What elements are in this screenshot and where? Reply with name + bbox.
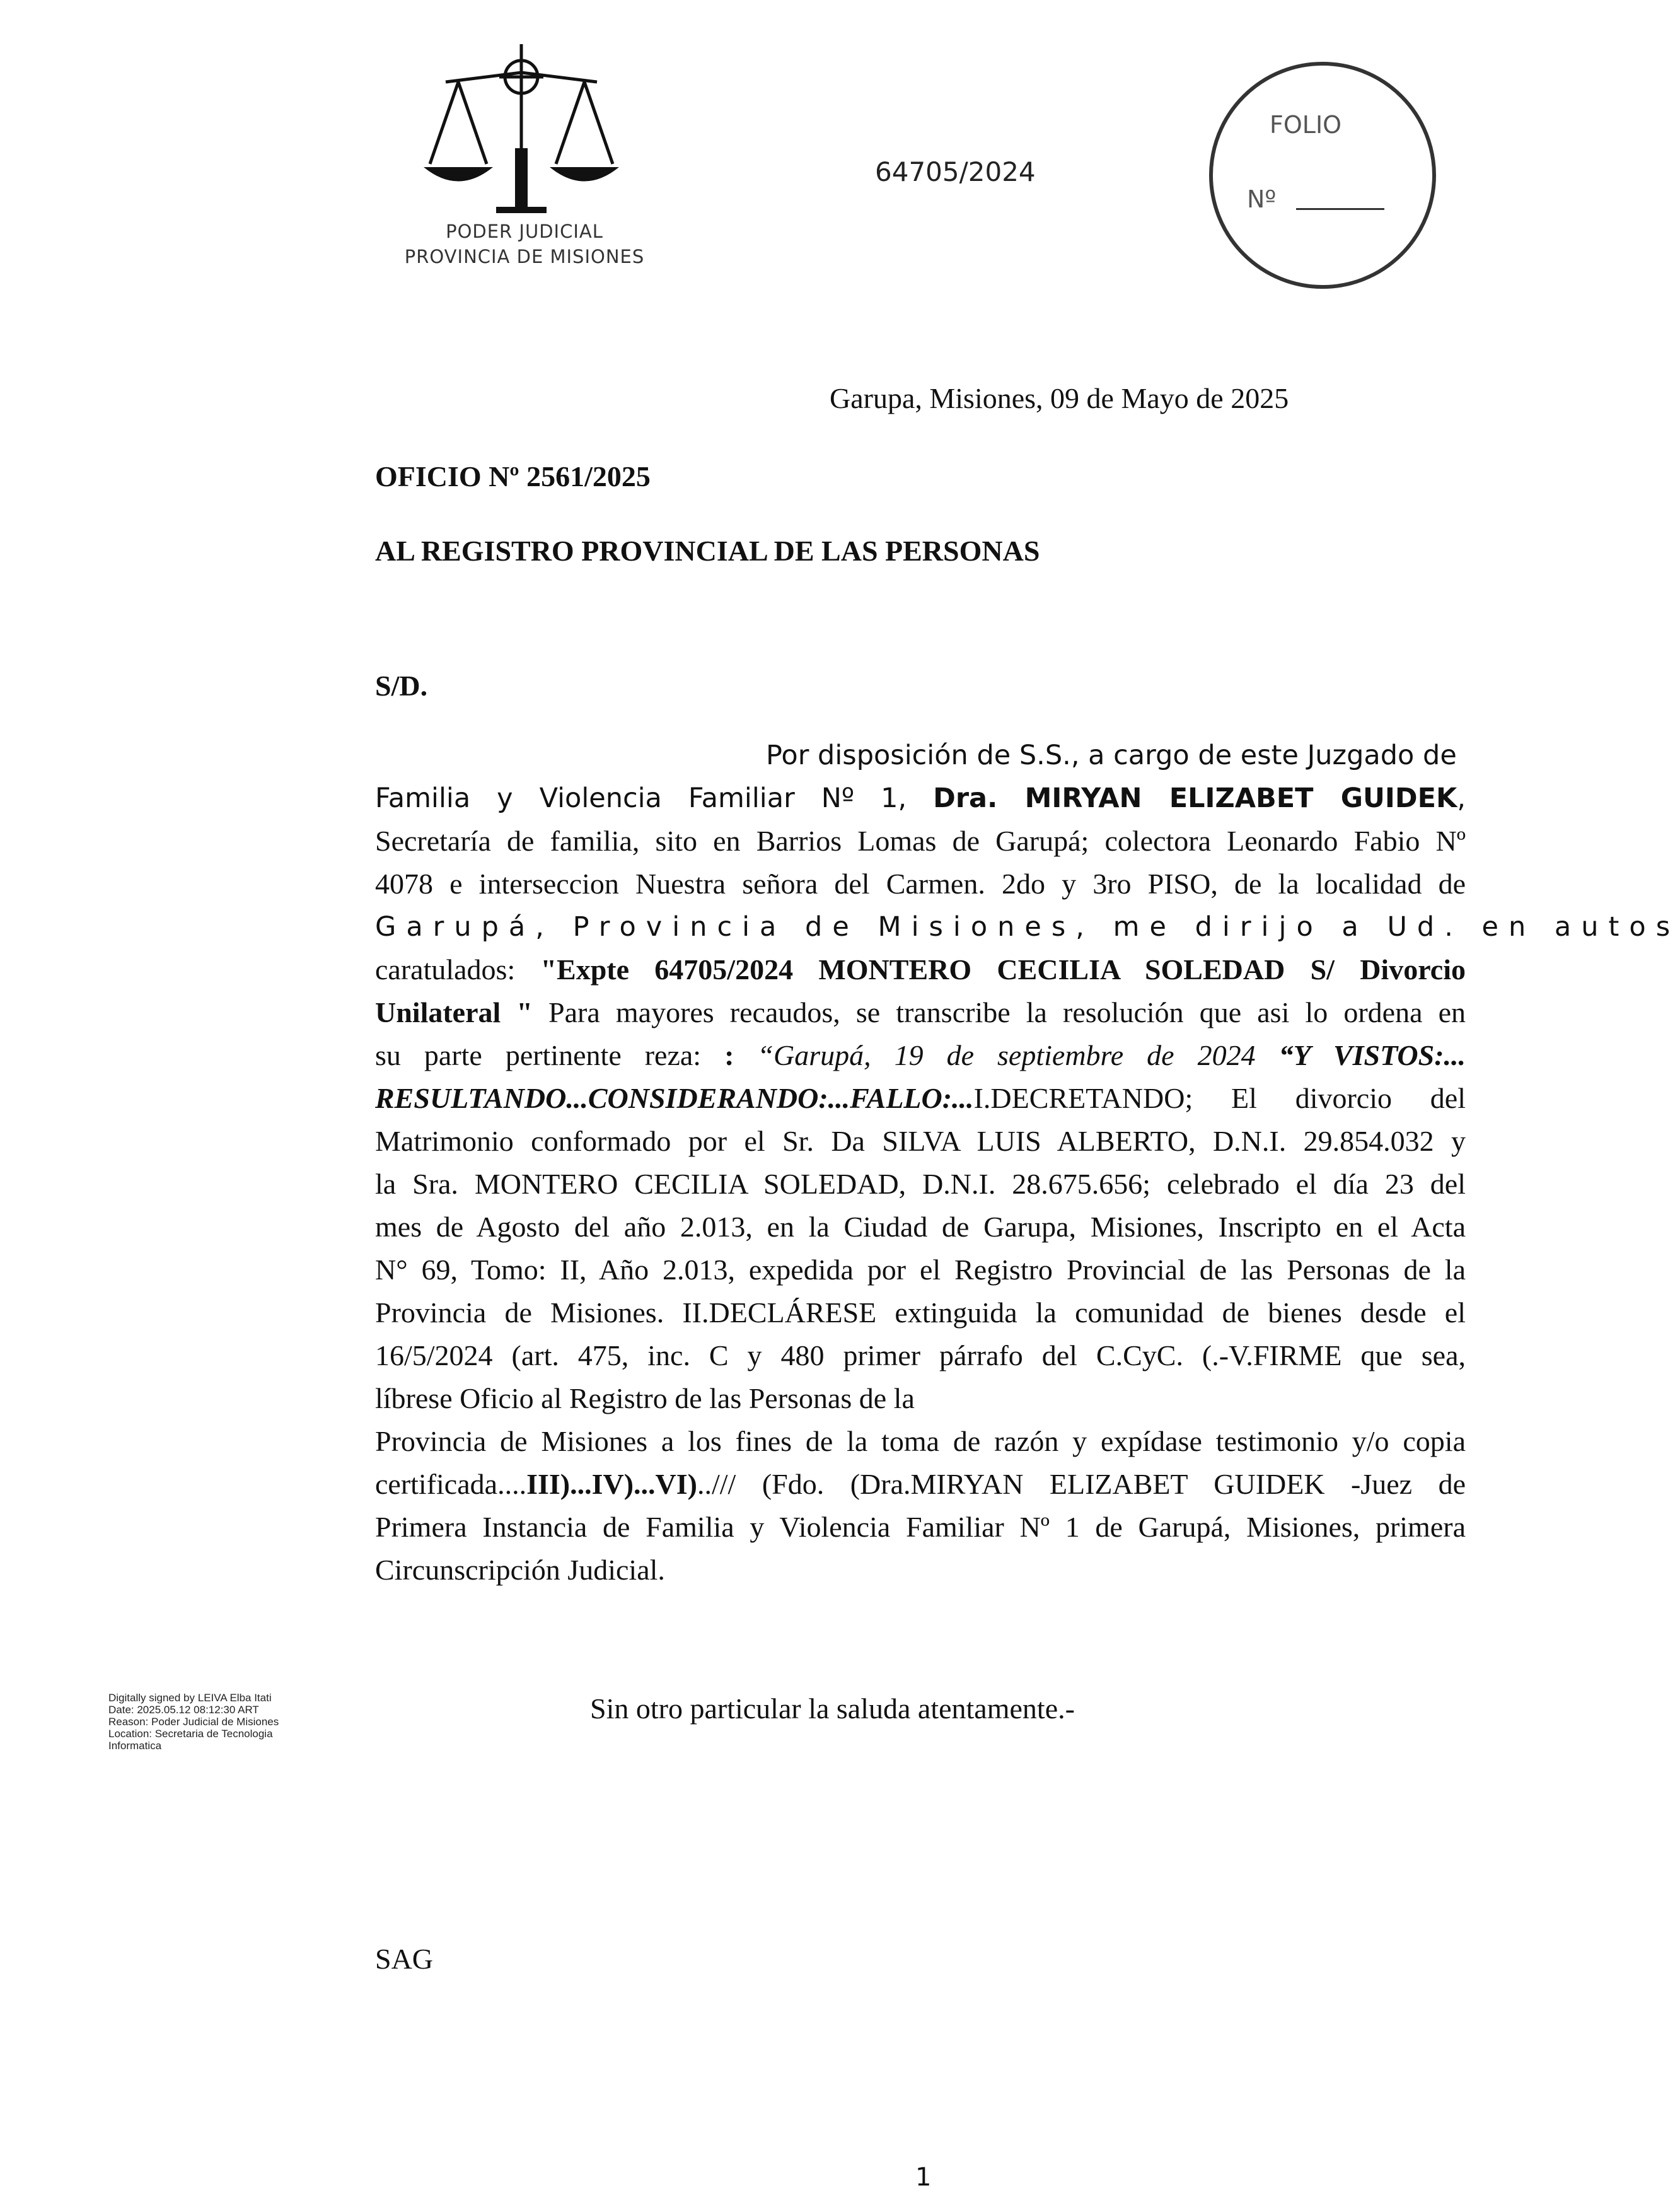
logo-line-2: PROVINCIA DE MISIONES — [404, 246, 645, 267]
body-line: Secretaría de familia, sito en Barrios Lomas de Garupá; colectora Leonardo Fabio Nº — [375, 825, 1466, 857]
body-line: 4078 e interseccion Nuestra señora del Carmen. 2do y 3ro PISO, de la localidad de — [375, 868, 1466, 900]
initials: SAG — [375, 1943, 434, 1975]
signature-line: Location: Secretaria de Tecnologia — [108, 1728, 273, 1740]
folio-stamp — [1209, 62, 1436, 289]
sd-heading: S/D. — [375, 670, 428, 702]
body-line: Garupá, Provincia de Misiones, me dirijo a Ud. en autos — [375, 911, 1680, 943]
case-title: "Expte 64705/2024 MONTERO CECILIA SOLEDAD S/ Divorcio — [540, 953, 1466, 986]
body-line: Circunscripción Judicial. — [375, 1554, 665, 1586]
body-line: N° 69, Tomo: II, Año 2.013, expedida por el Registro Provincial de las Personas de la — [375, 1254, 1466, 1286]
body-line: su parte pertinente reza: : “Garupá, 19 de septiembre de 2024 “Y VISTOS:... — [375, 1039, 1466, 1071]
folio-number-line — [1296, 208, 1384, 210]
body-line: Unilateral " Para mayores recaudos, se transcribe la resolución que asi lo ordena en — [375, 996, 1466, 1028]
body-line: Provincia de Misiones a los fines de la toma de razón y expídase testimonio y/o copia — [375, 1425, 1466, 1457]
body-line: 16/5/2024 (art. 475, inc. C y 480 primer párrafo del C.CyC. (.-V.FIRME que sea, — [375, 1339, 1466, 1371]
body-line: certificada....III)...IV)...VI)../// (Fdo. (Dra.MIRYAN ELIZABET GUIDEK -Juez de — [375, 1468, 1466, 1500]
body-line: mes de Agosto del año 2.013, en la Ciudad de Garupa, Misiones, Inscripto en el Acta — [375, 1211, 1466, 1243]
recipient: AL REGISTRO PROVINCIAL DE LAS PERSONAS — [375, 535, 1040, 567]
digital-signature — [108, 1692, 386, 1752]
logo-line-1: PODER JUDICIAL — [446, 221, 603, 242]
body-line: Provincia de Misiones. II.DECLÁRESE extinguida la comunidad de bienes desde el — [375, 1296, 1466, 1329]
signature-line: Informatica — [108, 1740, 162, 1752]
body-line: la Sra. MONTERO CECILIA SOLEDAD, D.N.I. 28.675.656; celebrado el día 23 del — [375, 1168, 1466, 1200]
body-line: RESULTANDO...CONSIDERANDO:...FALLO:...I.DECRETANDO; El divorcio del — [375, 1082, 1466, 1114]
letter-body — [375, 734, 1680, 1592]
body-line: Primera Instancia de Familia y Violencia Familiar Nº 1 de Garupá, Misiones, primera — [375, 1511, 1466, 1543]
signature-line: Date: 2025.05.12 08:12:30 ART — [108, 1704, 259, 1716]
body-line: Matrimonio conformado por el Sr. Da SILVA LUIS ALBERTO, D.N.I. 29.854.032 y — [375, 1125, 1466, 1157]
judge-name: Dra. MIRYAN ELIZABET GUIDEK — [933, 783, 1457, 814]
folio-label: FOLIO — [1270, 111, 1342, 139]
body-line: Familia y Violencia Familiar Nº 1, Dra. MIRYAN ELIZABET GUIDEK, — [375, 783, 1466, 814]
oficio-number: OFICIO Nº 2561/2025 — [375, 460, 651, 492]
body-line: líbrese Oficio al Registro de las Personas de la — [375, 1382, 915, 1414]
closing-line: Sin otro particular la saluda atentamente.- — [590, 1692, 1075, 1725]
body-line: Por disposición de S.S., a cargo de este Juzgado de — [766, 740, 1457, 771]
folio-stamp-ring — [1209, 62, 1436, 289]
folio-number-label: Nº — [1247, 185, 1277, 213]
signature-line: Reason: Poder Judicial de Misiones — [108, 1716, 279, 1728]
poder-judicial-logo — [386, 38, 663, 277]
body-line: caratulados: "Expte 64705/2024 MONTERO CECILIA SOLEDAD S/ Divorcio — [375, 953, 1466, 986]
expediente-number: 64705/2024 — [875, 156, 1036, 187]
page-number: 1 — [915, 2163, 932, 2192]
signature-line: Digitally signed by LEIVA Elba Itati — [108, 1692, 272, 1704]
scales-of-justice-icon — [386, 38, 663, 227]
city-date: Garupa, Misiones, 09 de Mayo de 2025 — [830, 382, 1289, 414]
